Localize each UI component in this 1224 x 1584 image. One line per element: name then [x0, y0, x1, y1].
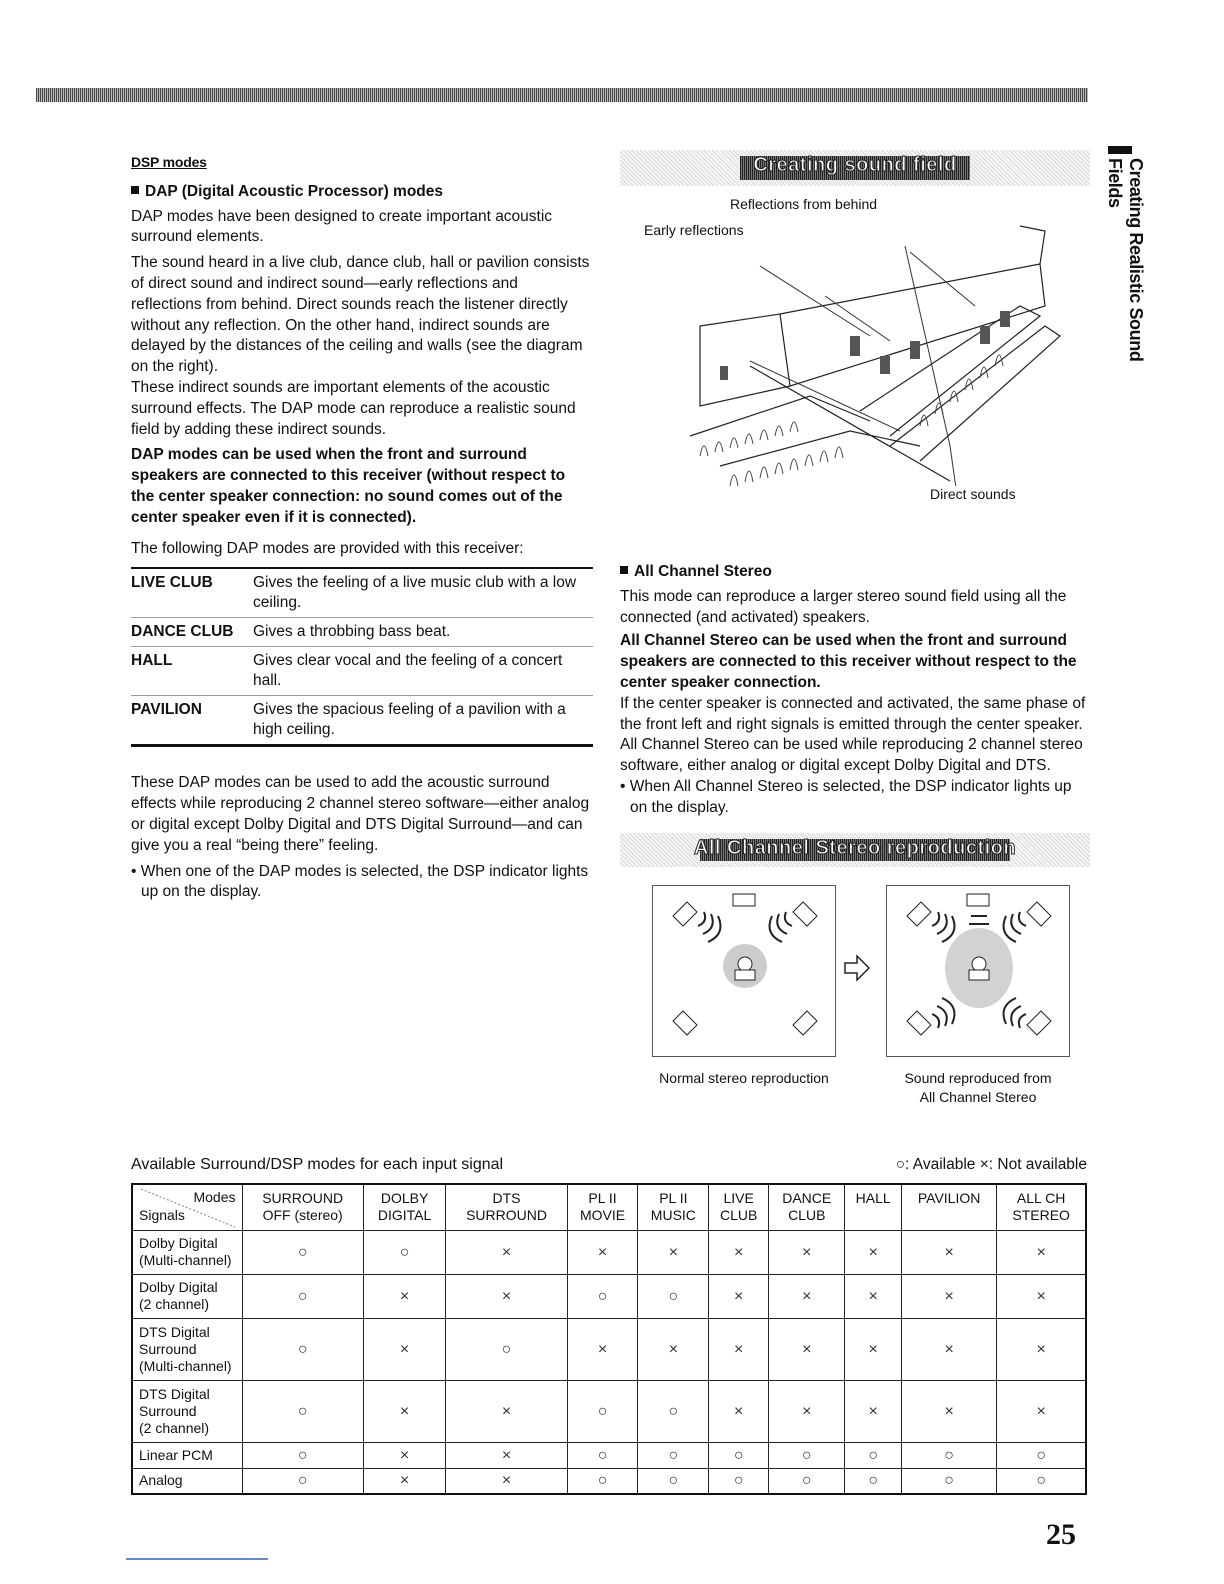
signal-line: Dolby Digital [139, 1279, 218, 1295]
availability-mark: × [446, 1380, 567, 1442]
mode-name: PAVILION [131, 701, 202, 719]
availability-mark: × [363, 1442, 446, 1468]
table-row [132, 1274, 1086, 1318]
column-header-line: OFF (stereo) [262, 1207, 343, 1223]
availability-mark: ○ [242, 1442, 363, 1468]
availability-mark: ○ [363, 1230, 446, 1274]
availability-mark: × [997, 1274, 1086, 1318]
signal-line: (2 channel) [139, 1419, 210, 1436]
acs-paragraph-1: This mode can reproduce a larger stereo sound field using all the connected (and activated) speakers. [620, 587, 1067, 626]
caption-acs-line-1: Sound reproduced from [904, 1069, 1052, 1086]
acs-reproduction-banner [620, 833, 1090, 867]
column-header-line: SURROUND [262, 1190, 344, 1206]
availability-mark: × [997, 1380, 1086, 1442]
square-bullet-icon [131, 186, 139, 194]
stereo-comparison [620, 877, 1090, 1127]
table-row [131, 568, 593, 618]
table-row [131, 618, 593, 647]
availability-mark: × [769, 1274, 845, 1318]
right-column [620, 150, 1090, 1127]
column-header [901, 1184, 996, 1230]
column-header-line: CLUB [788, 1207, 826, 1223]
mode-desc: Gives the feeling of a live music club with a low ceiling. [253, 574, 577, 612]
sound-field-diagram [620, 186, 1090, 516]
column-header [709, 1184, 769, 1230]
signal-line: Analog [139, 1472, 183, 1489]
all-channel-stereo-box [886, 885, 1070, 1057]
signal-cell [132, 1230, 242, 1274]
footer-line [126, 1558, 268, 1560]
availability-mark: × [845, 1274, 902, 1318]
availability-mark: ○ [567, 1442, 638, 1468]
availability-mark: ○ [242, 1274, 363, 1318]
column-header-line: LIVE [723, 1190, 754, 1206]
dap-bold-note: DAP modes can be used when the front and surround speakers are connected to this receiver (without respect to the center speaker connection: no sound comes out of the center speaker even if it is connected). [131, 446, 566, 526]
availability-mark: × [638, 1230, 709, 1274]
column-header-line: MOVIE [580, 1207, 626, 1223]
dap-after-paragraph: These DAP modes can be used to add the acoustic surround effects while reproducing 2 channel stereo software—either analog or digital except Dolby Digital and DTS Digital Surround—and can give you a real “being there” feeling. [131, 774, 590, 854]
availability-mark: × [845, 1318, 902, 1380]
column-header [446, 1184, 567, 1230]
dap-paragraph-1: DAP modes have been designed to create important acoustic surround elements. [131, 207, 553, 246]
availability-mark: ○ [638, 1274, 709, 1318]
side-tab-title: Creating Realistic Sound Fields [1105, 158, 1146, 362]
availability-mark: × [567, 1230, 638, 1274]
availability-mark: × [709, 1274, 769, 1318]
availability-header [131, 1156, 1087, 1174]
banner-title: Creating sound field [753, 154, 957, 176]
label-reflections-behind: Reflections from behind [730, 196, 878, 212]
availability-mark: ○ [567, 1380, 638, 1442]
arrow-right-icon [842, 953, 872, 983]
banner-title: All Channel Stereo reproduction [693, 836, 1017, 859]
column-header [769, 1184, 845, 1230]
mode-name: HALL [131, 652, 173, 670]
availability-mark: × [709, 1230, 769, 1274]
availability-mark: × [638, 1318, 709, 1380]
column-header [567, 1184, 638, 1230]
signal-line: DTS Digital [139, 1385, 210, 1402]
table-row [132, 1230, 1086, 1274]
signal-line: Surround [139, 1402, 197, 1419]
table-header-row [132, 1184, 1086, 1230]
availability-mark: × [997, 1230, 1086, 1274]
header-dotted-bar [36, 88, 1088, 102]
mode-name: DANCE CLUB [131, 623, 234, 641]
availability-mark: × [901, 1380, 996, 1442]
availability-mark: × [769, 1380, 845, 1442]
label-direct-sounds: Direct sounds [930, 486, 1016, 502]
availability-mark: ○ [242, 1468, 363, 1494]
availability-mark: ○ [446, 1318, 567, 1380]
creating-sound-field-banner [620, 150, 1090, 186]
availability-title: Available Surround/DSP modes for each input signal [131, 1156, 504, 1173]
column-header [638, 1184, 709, 1230]
availability-mark: ○ [242, 1318, 363, 1380]
left-column [131, 152, 591, 908]
availability-mark: ○ [769, 1442, 845, 1468]
acs-bullet-note: • When All Channel Stereo is selected, the DSP indicator lights up on the display. [620, 777, 1072, 816]
signal-line: (Multi-channel) [139, 1252, 232, 1268]
availability-mark: × [363, 1274, 446, 1318]
all-channel-stereo-illustration [887, 886, 1071, 1058]
acs-paragraph-2: If the center speaker is connected and activated, the same phase of the front left and right signals is emitted through the center speaker. [620, 694, 1086, 733]
availability-mark: × [709, 1318, 769, 1380]
column-header-line: DOLBY [380, 1190, 429, 1206]
availability-table [131, 1183, 1087, 1495]
availability-mark: × [769, 1230, 845, 1274]
availability-mark: × [769, 1318, 845, 1380]
signal-cell [132, 1318, 242, 1380]
side-tab-marker [1108, 146, 1132, 154]
acs-paragraph-3: All Channel Stereo can be used while reproducing 2 channel stereo software, either analog or digital except Dolby Digital and DTS. [620, 736, 1083, 775]
signal-line: (Multi-channel) [139, 1357, 232, 1374]
table-row [132, 1380, 1086, 1442]
availability-mark: × [567, 1318, 638, 1380]
column-header-line: STEREO [1012, 1207, 1070, 1223]
table-row [132, 1468, 1086, 1494]
availability-mark: × [363, 1318, 446, 1380]
availability-legend: ○: Available ×: Not available [895, 1156, 1087, 1173]
column-header [363, 1184, 446, 1230]
availability-mark: × [363, 1380, 446, 1442]
column-header [997, 1184, 1086, 1230]
signal-line: (2 channel) [139, 1296, 210, 1312]
signal-line: Dolby Digital [139, 1235, 218, 1251]
mode-name: LIVE CLUB [131, 574, 213, 592]
acs-heading-text: All Channel Stereo [634, 563, 772, 580]
availability-mark: ○ [845, 1468, 902, 1494]
corner-signals-label: Signals [139, 1207, 185, 1223]
availability-mark: ○ [997, 1468, 1086, 1494]
column-header-line: DIGITAL [377, 1207, 432, 1223]
availability-mark: × [901, 1230, 996, 1274]
availability-mark: × [901, 1318, 996, 1380]
dap-heading-text: DAP (Digital Acoustic Processor) modes [145, 182, 444, 200]
column-header-line: ALL CH [1016, 1190, 1066, 1206]
caption-acs-line-2: All Channel Stereo [919, 1088, 1037, 1105]
corner-header [132, 1184, 242, 1230]
column-header [845, 1184, 902, 1230]
availability-mark: ○ [845, 1442, 902, 1468]
availability-mark: ○ [638, 1468, 709, 1494]
availability-mark: ○ [567, 1468, 638, 1494]
table-row [131, 647, 593, 696]
column-header-line: DANCE [782, 1190, 832, 1206]
signal-cell [132, 1274, 242, 1318]
mode-desc: Gives a throbbing bass beat. [253, 623, 451, 641]
availability-mark: ○ [901, 1468, 996, 1494]
availability-mark: × [446, 1274, 567, 1318]
availability-body [132, 1230, 1086, 1494]
signal-cell [132, 1442, 242, 1468]
table-row [131, 696, 593, 746]
square-bullet-icon [620, 566, 628, 574]
availability-mark: × [997, 1318, 1086, 1380]
column-header-line: SURROUND [466, 1207, 547, 1223]
acs-heading [620, 562, 1090, 583]
column-header-line: PAVILION [917, 1190, 981, 1206]
availability-mark: × [901, 1274, 996, 1318]
page-number: 25 [1046, 1518, 1076, 1551]
signal-line: DTS Digital [139, 1323, 210, 1340]
corner-modes-label: Modes [193, 1189, 236, 1205]
column-header-line: HALL [855, 1190, 891, 1206]
availability-mark: ○ [567, 1274, 638, 1318]
signal-cell [132, 1468, 242, 1494]
normal-stereo-illustration [653, 886, 837, 1058]
dap-list-intro: The following DAP modes are provided with this receiver: [131, 539, 524, 557]
availability-mark: × [446, 1230, 567, 1274]
dap-heading [131, 182, 591, 203]
column-header-line: MUSIC [650, 1207, 696, 1223]
caption-normal-stereo: Normal stereo reproduction [659, 1069, 829, 1086]
availability-mark: ○ [709, 1442, 769, 1468]
column-header-line: PL II [659, 1190, 688, 1206]
availability-mark: × [845, 1230, 902, 1274]
column-header-line: DTS [492, 1190, 521, 1206]
table-row [132, 1442, 1086, 1468]
mode-desc: Gives the spacious feeling of a pavilion with a high ceiling. [253, 701, 566, 739]
dap-bullet-note: • When one of the DAP modes is selected, the DSP indicator lights up on the display. [131, 862, 589, 901]
availability-mark: ○ [242, 1380, 363, 1442]
dap-paragraph-2: The sound heard in a live club, dance club, hall or pavilion consists of direct sound and indirect sound—early reflections and reflections from behind. Direct sounds reach the listener directly without any reflection. On the other hand, indirect sounds are delayed by the distances of the ceiling and walls (see the diagram on the right). [131, 254, 590, 376]
signal-line: Surround [139, 1340, 197, 1357]
availability-mark: × [446, 1468, 567, 1494]
label-early-reflections: Early reflections [644, 222, 744, 238]
column-header [242, 1184, 363, 1230]
availability-mark: ○ [997, 1442, 1086, 1468]
availability-mark: × [363, 1468, 446, 1494]
acs-bold-note: All Channel Stereo can be used when the front and surround speakers are connected to this receiver without respect to the center speaker connection. [620, 632, 1077, 691]
dap-paragraph-3: These indirect sounds are important elements of the acoustic surround effects. The DAP mode can reproduce a realistic sound field by adding these indirect sounds. [131, 378, 576, 438]
table-row [132, 1318, 1086, 1380]
column-header-line: CLUB [720, 1207, 758, 1223]
availability-mark: ○ [901, 1442, 996, 1468]
availability-mark: × [446, 1442, 567, 1468]
availability-mark: ○ [242, 1230, 363, 1274]
section-title: DSP modes [131, 154, 207, 170]
mode-desc: Gives clear vocal and the feeling of a concert hall. [253, 652, 563, 690]
availability-mark: ○ [638, 1380, 709, 1442]
column-header-line: PL II [588, 1190, 617, 1206]
availability-mark: ○ [769, 1468, 845, 1494]
availability-mark: ○ [709, 1468, 769, 1494]
dap-modes-table [131, 567, 593, 747]
signal-cell [132, 1380, 242, 1442]
normal-stereo-box [652, 885, 836, 1057]
signal-line: Linear PCM [139, 1446, 213, 1463]
availability-mark: × [845, 1380, 902, 1442]
availability-mark: × [709, 1380, 769, 1442]
availability-mark: ○ [638, 1442, 709, 1468]
concert-hall-illustration [620, 186, 1090, 486]
